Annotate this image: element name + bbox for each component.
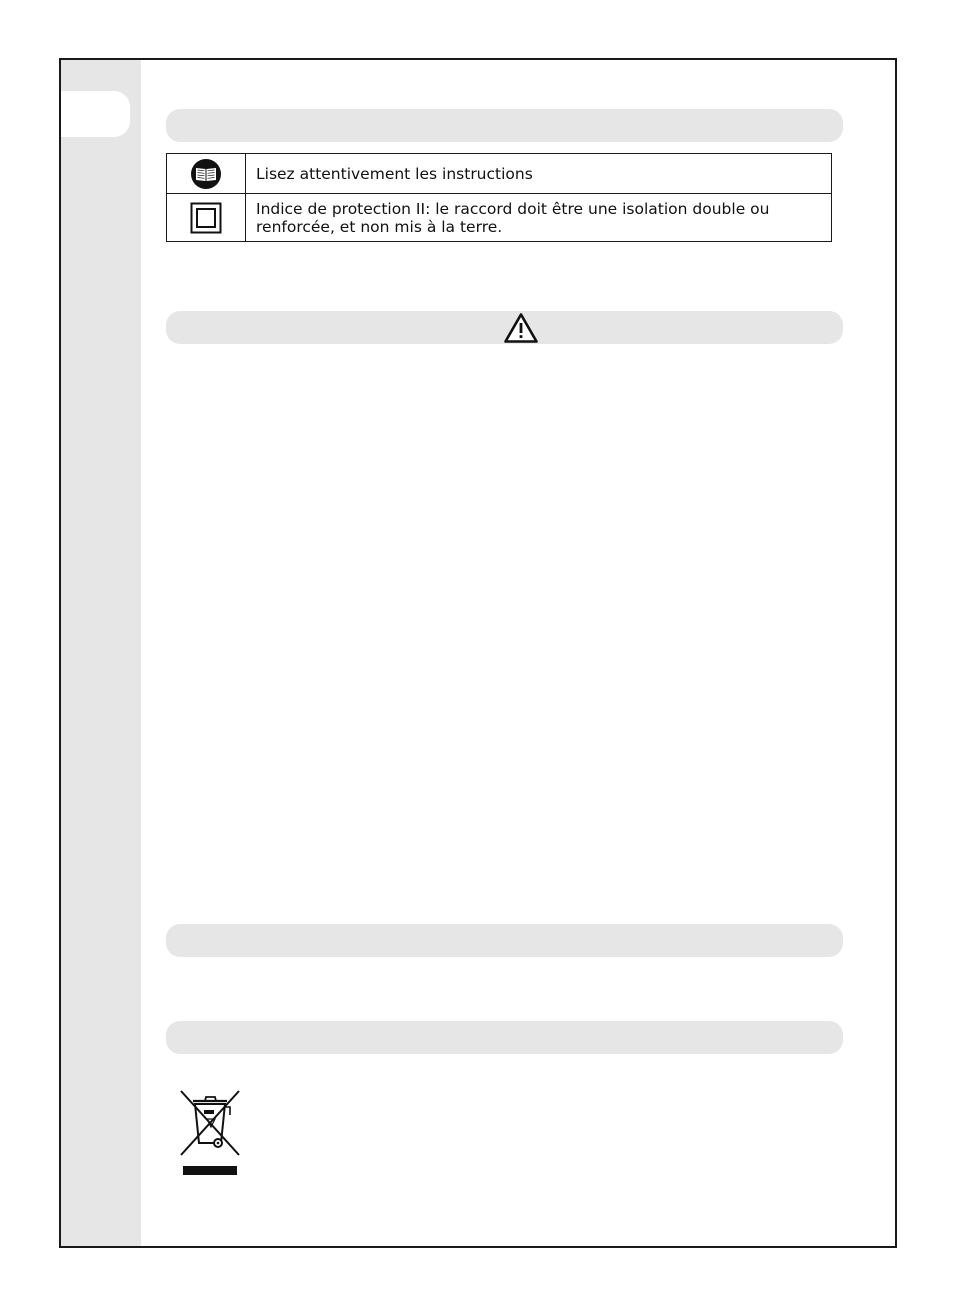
symbols-row: [167, 154, 832, 194]
language-tab: [61, 91, 130, 137]
section-header-disposal: [166, 1021, 843, 1054]
section-header-warnings: [166, 311, 843, 344]
class-ii-double-square-icon: [190, 202, 222, 234]
symbol-description: Lisez attentivement les instructions: [246, 154, 832, 194]
manual-page: [59, 58, 897, 1248]
symbol-icon-cell: [167, 194, 246, 242]
side-strip: [61, 60, 141, 1246]
symbols-row: [167, 194, 832, 242]
read-instructions-book-icon: [190, 158, 222, 190]
warning-triangle-icon: [503, 312, 539, 344]
symbols-table: [166, 153, 832, 242]
crossed-out-wheelie-bin-icon: [177, 1083, 243, 1179]
section-header-3: [166, 924, 843, 957]
symbol-icon-cell: [167, 154, 246, 194]
symbol-description: Indice de protection II: le raccord doit être une isolation double ou renforcée, et non mis à la terre.: [246, 194, 832, 242]
section-header-symbols: [166, 109, 843, 142]
